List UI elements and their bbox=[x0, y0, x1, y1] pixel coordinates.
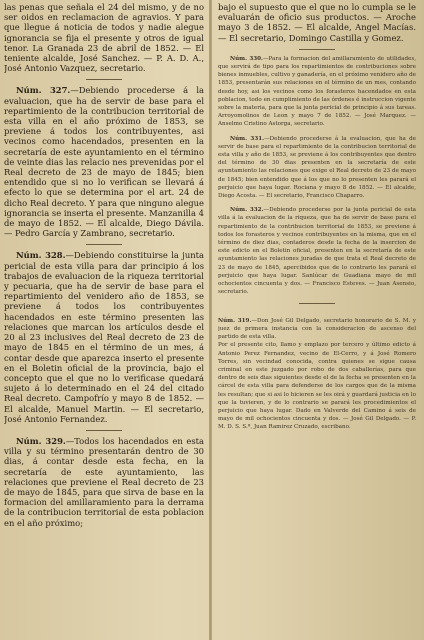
notice-327 bbox=[4, 85, 204, 238]
divider bbox=[86, 79, 122, 80]
notice-number: Núm. 327. bbox=[16, 85, 71, 96]
continued-notice bbox=[4, 2, 204, 73]
notice-number: Núm. 319. bbox=[218, 317, 252, 324]
notice-319 bbox=[218, 309, 416, 432]
divider bbox=[86, 244, 122, 245]
notice-number: Núm. 331. bbox=[230, 135, 265, 142]
notice-text: —Todos los hacendados en esta villa y su término presentarán dentro de 30 dias, á contar desde esta fecha, en la secretaría de este ayuntamiento, las relaciones que previene el Real decreto de 23 de mayo de 1845, para que sirva de base en la formacion del amillaramiento para la derrama de la contribucion territorial de esta poblacion en el año próximo; bbox=[4, 435, 204, 528]
notice-number: Núm. 332. bbox=[230, 207, 264, 214]
notice-332 bbox=[218, 206, 416, 296]
notice-329 bbox=[4, 436, 204, 528]
divider bbox=[86, 430, 122, 431]
notice-number: Núm. 329. bbox=[16, 435, 66, 446]
notice-text: —Para la formacion del amillaramiento de utilidades, que servirá de tipo para los repartimientos de contribuciones sobre bienes inmuebles, cultivo y ganadería, en el próximo venidero año de 1853, presentarán sus relaciones en el término de un mes, contando desde hoy, asi los vecinos como los forasteros hacendados en esta poblacion, todo en cumplimiento de las órdenes é instruccion vigente sobre la materia, para que la junta pericial de principio á sus tareas. Arroyomolinos de Leon y mayo 7 de 1852. — José Marquez. — Anselmo Cristino Astorga, secretario. bbox=[218, 55, 416, 128]
notice-331 bbox=[218, 135, 416, 201]
notice-text: —Debiendo procederse por la junta pericial de esta villa á la evaluacion de la riqueza, que ha de servir de base para el repartimiento de la contribucion territorial de 1853, se previene á todos los forasteros y vecinos contribuyentes en la misma, que en el término de diez dias, contaderos desde la fecha de la insercion de este edicto en el Boletin oficial, presenten en la secretaría de este ayuntamiento las relaciones juradas de que trata el Real decreto de 23 de mayo de 1845, apercibidos que de lo contrario les parará el perjuicio que haya lugar. Sanlúcar de Guadiana mayo de mil ochocientos cincuenta y dos. — Francisco Esteves. — Juan Asensio, secretario. bbox=[218, 207, 416, 296]
notice-number: Núm. 328. bbox=[16, 250, 66, 261]
column-gutter bbox=[209, 0, 212, 640]
notice-text: —Don José Gil Delgado, secretario honorario de S. M. y juez de primera instancia con la consideracion de ascenso del partido de esta villa. Por el presente cito, llamo y emplazo por tercero y último edicto á Antonio Perez Fernandez, vecino de El-Cerro, y á José Romero Torres, sin vecindad conocida, contra quienes se sigue causa criminal en este juzgado por robo de dos caballerías, para que dentro de seis dias siguientes desde el de la fecha se presenten en la cárcel de esta villa para defenderse de los cargos que de la misma les resultan; que si asi lo hicieren se les oirá y guardará justicia en lo que la tuvieren, y de lo contrario se parará les procedimientos el perjuicio que haya lugar. Dado en Valverde del Camino á seis de mayo de mil ochocientos cincuenta y dos. — José Gil Delgado. — P. M. D. S. S.ª, Juan Ramirez Cruzado, escribano. bbox=[218, 317, 416, 431]
notice-text: —Debiendo constituirse la junta pericial de esta villa para dar principio á los trabajos de evaluacion de la riqueza territorial y pecuaria, que ha de servir de base para el repartimiento del venidero año de 1853, se previene á todos los contribuyentes hacendados en este término presenten las relaciones que marcan los artículos desde el 20 al 23 inclusives del Real decreto de 23 de mayo de 1845 en el término de un mes, á contar desde que aparezca inserto el presente en el Boletin oficial de la provincia, bajo el concepto que el que no lo verificase quedará sujeto á lo determinado en el 24 del citado Real decreto. Campofrío y mayo 8 de 1852. — El alcalde, Manuel Martin. — El secretario, José Antonio Fernandez. bbox=[4, 250, 204, 424]
divider bbox=[299, 303, 335, 304]
divider bbox=[299, 49, 335, 50]
left-column bbox=[4, 2, 204, 528]
notice-330 bbox=[218, 55, 416, 129]
notice-text: —Debiendo procederse á la evaluacion, que ha de servir de base para el repartimiento de la contribucion territorial de esta villa en el año próximo de 1853, se previene á todos los contribuyentes, asi vecinos como hacendados, presenten en la secretaría de este ayuntamiento en el término de veinte dias las relacio nes prevenidas por el Real decreto de 23 de mayo de 1845; bien entendido que si no lo verifican se llevará á efecto lo que se determina por el art. 24 de dicho Real decreto. Y para que ninguno alegue ignorancia se inserta el presente. Manzanilla 4 de mayo de 1852. — El alcalde, Diego Dávila. — Pedro García y Zambrano, secretario. bbox=[4, 85, 204, 239]
notice-number: Núm. 330. bbox=[230, 55, 263, 62]
notice-text: bajo el supuesto que el que no lo cumpla se le evaluarán de oficio sus productos. — Aroche mayo 3 de 1852. — El alcalde, Angel Macías. — El secretario, Domingo Castilla y Gomez. bbox=[218, 2, 416, 43]
notice-text: —Debiendo procederse á la evaluacion, que ha de servir de base para el repartimiento de la contribucion territorial de esta villa y año de 1853, se previene á los contribuyentes que dentro del término de 30 dias presenten en la secretaría de este ayuntamiento las relaciones que exige el Real decreto de 23 de mayo de 1845; bien entendido que á los que no lo presenten les parará el perjuicio que haya lugar. Rociana y mayo 8 de 1852. — El alcalde, Diego Acosta. — El secretario, Francisco Chaparro. bbox=[218, 135, 416, 200]
right-column bbox=[218, 2, 416, 432]
notice-328 bbox=[4, 250, 204, 423]
continued-notice bbox=[218, 2, 416, 43]
notice-text: las penas que señala el 24 del mismo, y de no ser oidos en reclamacion de agravios. Y para que llegue á noticia de todos y nadie alegue ignorancia se fija el presente y otros de igual tenor. La Granada 23 de abril de 1852. — El teniente alcalde, José Sanchez. — P. A. D. A., José Antonio Vazquez, secretario. bbox=[4, 2, 204, 74]
